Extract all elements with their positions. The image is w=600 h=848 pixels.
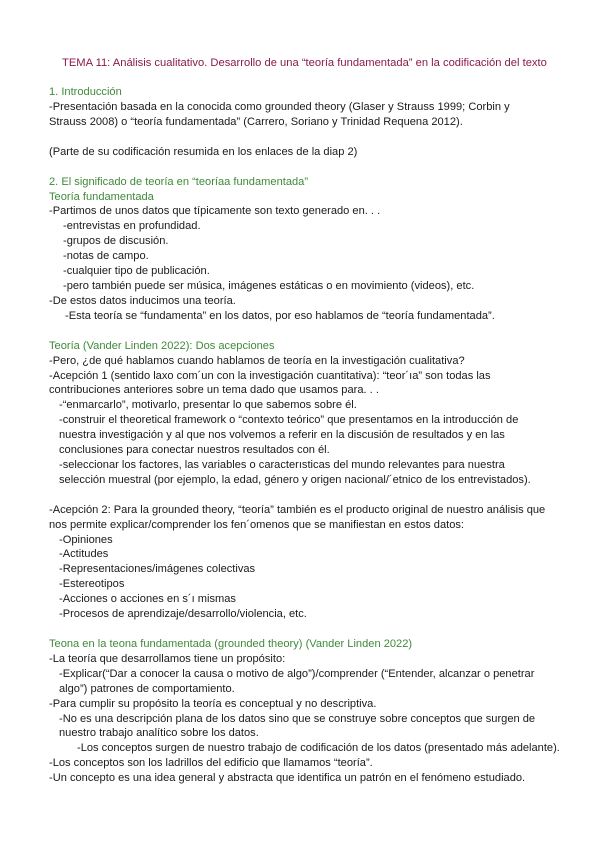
text-line: -Acepción 2: Para la grounded theory, “teoría” también es el producto original de nuestro análisis que (49, 503, 546, 516)
text-line: -La teoría que desarrollamos tiene un propósito: (49, 652, 286, 665)
list-item: -“enmarcarlo”, motivarlo, presentar lo que sabemos sobre él. (59, 399, 357, 412)
text-line-note: (Parte de su codificación resumida en los enlaces de la diap 2) (49, 145, 358, 158)
text-line: -Acepción 1 (sentido laxo com´un con la investigación cuantitativa): “teor´ıa” son todas las (49, 369, 491, 382)
text-line: contribuciones anteriores sobre un tema dado que usamos para. . . (49, 384, 379, 397)
list-item: -Acciones o acciones en s´ı mismas (59, 593, 236, 606)
section-heading-significado: 2. El significado de teoría en “teoríaa fundamentada” (49, 175, 309, 188)
section-heading-introduccion: 1. Introducción (49, 86, 122, 98)
text-line: -Presentación basada en la conocida como grounded theory (Glaser y Strauss 1999; Corbin y (49, 100, 510, 113)
list-item: -Estereotipos (59, 578, 125, 591)
list-item: -Los conceptos surgen de nuestro trabajo de codificación de los datos (presentado más adelante). (77, 742, 560, 755)
list-item-cont: algo”) patrones de comportamiento. (59, 682, 235, 695)
list-item: -cualquier tipo de publicación. (63, 265, 210, 278)
subheading-teoria-fundamentada: Teoría fundamentada (49, 190, 154, 203)
list-item-cont: conclusiones para conectar nuestros resultados con él. (59, 444, 330, 457)
list-item-cont: nuestra investigación y al que nos volvemos a referir en la discusión de resultados y en las (59, 429, 505, 442)
text-line: Strauss 2008) o “teoría fundamentada” (Carrero, Soriano y Trinidad Requena 2012). (49, 115, 463, 128)
list-item: -Explicar(“Dar a conocer la causa o motivo de algo”)/comprender (“Entender, alcanzar o penetrar (59, 667, 535, 680)
list-item: -Procesos de aprendizaje/desarrollo/violencia, etc. (59, 608, 307, 621)
list-item: -Opiniones (59, 533, 113, 546)
text-line: -Los conceptos son los ladrillos del edificio que llamamos “teoría”. (49, 757, 373, 770)
text-line: -Partimos de unos datos que típicamente son texto generado en. . . (49, 205, 381, 218)
text-line: nos permite explicar/comprender los fen´omenos que se manifiestan en estos datos: (49, 518, 465, 531)
list-item: -entrevistas en profundidad. (63, 220, 201, 233)
section-heading-dos-acepciones: Teoría (Vander Linden 2022): Dos acepciones (49, 339, 275, 352)
list-item-cont: nuestro trabajo analítico sobre los datos. (59, 727, 259, 740)
section-heading-teoria-grounded: Teona en la teona fundamentada (grounded theory) (Vander Linden 2022) (49, 638, 413, 650)
text-line: -De estos datos inducimos una teoría. (49, 294, 236, 307)
text-line: -Esta teoría se “fundamenta” en los datos, por eso hablamos de “teoría fundamentada”. (65, 309, 495, 322)
list-item: -Representaciones/imágenes colectivas (59, 563, 256, 576)
list-item-cont: selección muestral (por ejemplo, la edad, género y origen nacional/´etnico de los entrevistados). (59, 473, 531, 486)
list-item: -seleccionar los factores, las variables o caracterısticas del mundo relevantes para nuestra (59, 458, 505, 471)
page-title: TEMA 11: Análisis cualitativo. Desarrollo de una “teoría fundamentada” en la codificación del texto (62, 57, 547, 69)
list-item: -No es una descripción plana de los datos sino que se construye sobre conceptos que surgen de (59, 712, 536, 725)
document-body (49, 85, 559, 786)
text-line: -Para cumplir su propósito la teoría es conceptual y no descriptiva. (49, 697, 377, 710)
list-item: -construir el theoretical framework o “contexto teórico” que presentamos en la introducción de (59, 414, 519, 427)
text-line: -Pero, ¿de qué hablamos cuando hablamos de teoría en la investigación cualitativa? (49, 354, 465, 367)
text-line: -Un concepto es una idea general y abstracta que identifica un patrón en el fenómeno estudiado. (49, 772, 526, 785)
list-item: -pero también puede ser música, imágenes estáticas o en movimiento (videos), etc. (63, 279, 475, 292)
list-item: -grupos de discusión. (63, 235, 169, 248)
list-item: -Actitudes (59, 548, 109, 561)
list-item: -notas de campo. (63, 250, 149, 263)
